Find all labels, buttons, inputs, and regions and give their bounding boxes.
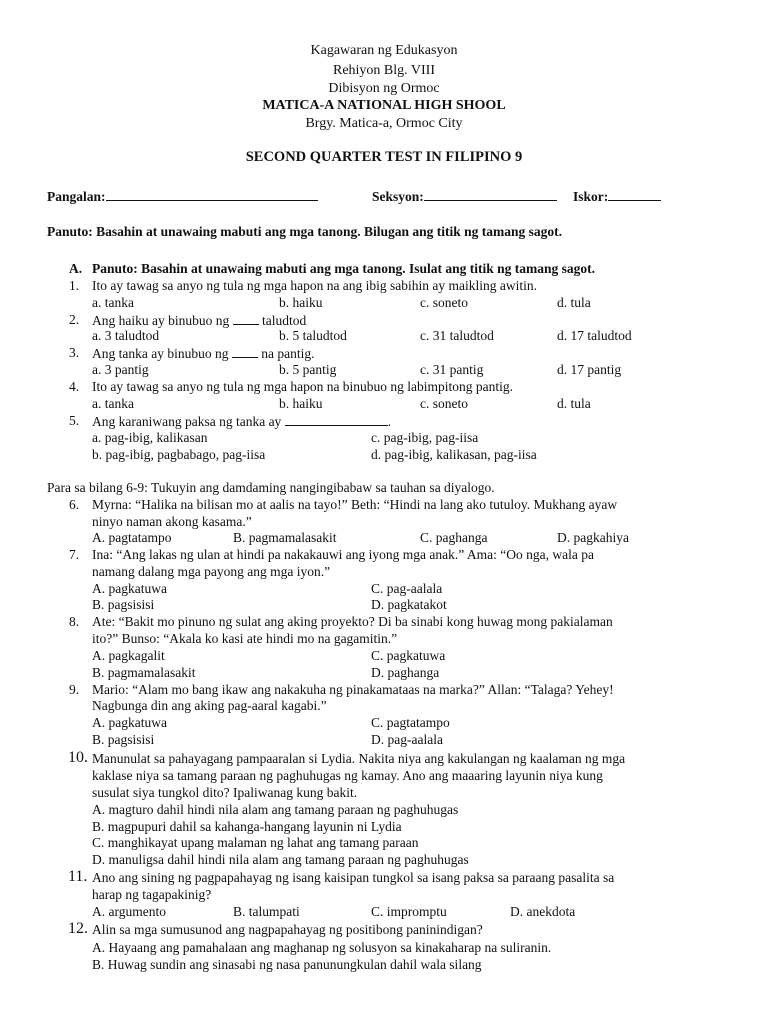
choice-b[interactable]: B. pagsisisi xyxy=(92,597,155,612)
choice-c[interactable]: c. pag-ibig, pag-iisa xyxy=(371,430,479,445)
choice-b[interactable]: B. magpupuri dahil sa kahanga-hangang layunin ni Lydia xyxy=(92,819,402,834)
choice-a[interactable]: a. 3 taludtod xyxy=(92,328,160,343)
choice-a[interactable]: a. tanka xyxy=(92,295,134,310)
choice-c[interactable]: C. impromptu xyxy=(371,904,447,919)
choice-c[interactable]: C. pagkatuwa xyxy=(371,648,446,663)
section-blank[interactable] xyxy=(424,188,557,201)
choice-d[interactable]: D. paghanga xyxy=(371,665,440,680)
score-label: Iskor: xyxy=(573,189,609,204)
choice-c[interactable]: c. soneto xyxy=(420,295,468,310)
choice-d[interactable]: d. tula xyxy=(557,396,591,411)
region-line: Rehiyon Blg. VIII xyxy=(332,63,435,78)
choice-b[interactable]: b. haiku xyxy=(279,396,323,411)
choice-d[interactable]: D. manuligsa dahil hindi nila alam ang tamang paraan ng paghuhugas xyxy=(92,852,469,867)
choice-d[interactable]: D. pag-aalala xyxy=(371,732,443,747)
choice-a[interactable]: A. pagtatampo xyxy=(92,530,172,545)
test-title: SECOND QUARTER TEST IN FILIPINO 9 xyxy=(245,149,523,165)
choice-c[interactable]: C. pagtatampo xyxy=(371,715,450,730)
choice-a[interactable]: A. pagkatuwa xyxy=(92,581,167,596)
section-field xyxy=(372,188,557,205)
choice-d[interactable]: D. pagkatakot xyxy=(371,597,447,612)
choice-a[interactable]: A. pagkatuwa xyxy=(92,715,167,730)
choice-b[interactable]: B. Huwag sundin ang sinasabi ng nasa panunungkulan dahil wala silang xyxy=(92,957,482,972)
choice-b[interactable]: B. pagmamalasakit xyxy=(92,665,196,680)
main-instruction: Panuto: Basahin at unawaing mabuti ang mga tanong. Bilugan ang titik ng tamang sagot. xyxy=(47,224,562,239)
choice-d[interactable]: D. pagkahiya xyxy=(557,530,629,545)
choice-d[interactable]: d. 17 pantig xyxy=(557,362,622,377)
choice-b[interactable]: b. pag-ibig, pagbabago, pag-iisa xyxy=(92,447,266,462)
choice-c[interactable]: C. manghikayat upang malaman ng lahat ang tamang paraan xyxy=(92,835,419,850)
score-field xyxy=(573,188,661,205)
choice-d[interactable]: D. anekdota xyxy=(510,904,576,919)
section-instruction-6-9: Para sa bilang 6-9: Tukuyin ang damdaming nangingibabaw sa tauhan sa diyalogo. xyxy=(47,480,495,495)
choice-c[interactable]: C. pag-aalala xyxy=(371,581,443,596)
choice-b[interactable]: B. pagmamalasakit xyxy=(233,530,337,545)
choice-a[interactable]: a. pag-ibig, kalikasan xyxy=(92,430,208,445)
choice-a[interactable]: A. magturo dahil hindi nila alam ang tamang paraan ng paghuhugas xyxy=(92,802,459,817)
choice-b[interactable]: b. 5 taludtod xyxy=(279,328,347,343)
choice-a[interactable]: A. argumento xyxy=(92,904,166,919)
choice-d[interactable]: d. tula xyxy=(557,295,591,310)
answer-blank[interactable] xyxy=(232,345,258,358)
answer-blank[interactable] xyxy=(285,413,388,426)
choice-c[interactable]: C. paghanga xyxy=(420,530,488,545)
choice-a[interactable]: A. Hayaang ang pamahalaan ang maghanap ng solusyon sa kinakaharap na suliranin. xyxy=(92,940,552,955)
answer-blank[interactable] xyxy=(233,312,259,325)
part-a-instruction: Panuto: Basahin at unawaing mabuti ang mga tanong. Isulat ang titik ng tamang sagot. xyxy=(92,261,595,276)
choice-a[interactable]: a. 3 pantig xyxy=(92,362,149,377)
part-a-label: A. xyxy=(69,261,83,276)
section-label: Seksyon: xyxy=(372,189,424,204)
name-field xyxy=(47,188,318,205)
choice-d[interactable]: d. pag-ibig, kalikasan, pag-iisa xyxy=(371,447,537,462)
name-blank[interactable] xyxy=(106,188,318,201)
score-blank[interactable] xyxy=(608,188,661,201)
choice-b[interactable]: b. haiku xyxy=(279,295,323,310)
exam-page: Kagawaran ng Edukasyon Rehiyon Blg. VIII Dibisyon ng Ormoc MATICA-A NATIONAL HIGH SHOOL Brgy. Matica-a, Ormoc City SECOND QUARTER TEST IN FILIPINO 9 Pangalan: Seksyon: Iskor: Panuto: Basahin at unawaing mabuti ang mga tanong. Bilugan ang titik ng tamang sagot. A. Panuto: Basahin at unawaing mabuti ang mga tanong. Isulat ang titik ng tamang sagot. 1. Ito ay tawag sa anyo ng tula ng mga hapon na ang ibig sabihin ay maikling awitin. a. tanka b. haiku c. soneto d. tula 2. Ang haiku ay binubuo ng taludtod a. 3 taludtod b. 5 taludtod c. 31 taludtod d. 17 taludtod 3. Ang tanka ay binubuo ng na pantig. a. 3 pantig b. 5 pantig c. 31 pantig d. 17 pantig 4. Ito ay tawag sa anyo ng tula ng mga hapon na binubuo ng labimpitong pantig. a. tanka b. haiku c. soneto d. tula 5. Ang karaniwang paksa ng tanka ay . a. pag-ibig, kalikasan c. pag-ibig, pag-iisa b. pag-ibig, pagbabago, pag-iisa d. pag-ibig, kalikasan, pag-iisa Para sa bilang 6-9: Tukuyin ang damdaming nangingibabaw sa tauhan sa diyalogo. 6. Myrna: “Halika na bilisan mo at aalis na tayo!” Beth: “Hindi na lang ako tutuloy. Mukhang ayaw ninyo naman akong kasama.” A. pagtatampo B. pagmamalasakit C. paghanga D. pagkahiya 7. Ina: “Ang lakas ng ulan at hindi pa nakakauwi ang iyong mga anak.” Ama: “Oo nga, wala pa namang dalang mga payong ang mga iyon.” A. pagkatuwa C. pag-aalala B. pagsisisi D. pagkatakot 8. Ate: “Bakit mo pinuno ng sulat ang aking proyekto? Di ba sinabi kong huwag mong pakialaman ito?” Bunso: “Akala ko kasi ate hindi mo na gagamitin.” A. pagkagalit C. pagkatuwa B. pagmamalasakit D. paghanga 9. Mario: “Alam mo bang ikaw ang nakakuha ng pinakamataas na marka?” Allan: “Talaga? Yehey! Nagbunga din ang aking pag-aaral kagabi.” A. pagkatuwa C. pagtatampo B. pagsisisi D. pag-aalala 10. Manunulat sa pahayagang pampaaralan si Lydia. Nakita niya ang kakulangan ng kaalaman ng mga kaklase niya sa tamang paraan ng paghuhugas ng kamay. Ano ang maaaring layunin niya kung susulat siya tungkol dito? Ipaliwanag kung bakit. A. magturo dahil hindi nila alam ang tamang paraan ng paghuhugas B. magpupuri dahil sa kahanga-hangang layunin ni Lydia C. manghikayat upang malaman ng lahat ang tamang paraan D. manuligsa dahil hindi nila alam ang tamang paraan ng paghuhugas 11. Ano ang sining ng pagpapahayag ng isang kaisipan tungkol sa isang paksa sa paraang pasalita sa harap ng tagapakinig? A. argumento B. talumpati C. impromptu D. anekdota 12. Alin sa mga sumusunod ang nagpapahayag ng positibong paninindigan? A. Hayaang ang pamahalaan ang maghanap ng solusyon sa kinakaharap na suliranin. B. Huwag sundin ang sinasabi ng nasa panunungkulan dahil wala silang xyxy=(0,0,768,1024)
school-address: Brgy. Matica-a, Ormoc City xyxy=(305,116,463,131)
choice-b[interactable]: B. pagsisisi xyxy=(92,732,155,747)
choice-c[interactable]: c. 31 pantig xyxy=(420,362,484,377)
choice-b[interactable]: b. 5 pantig xyxy=(279,362,337,377)
choice-c[interactable]: c. 31 taludtod xyxy=(420,328,494,343)
choice-d[interactable]: d. 17 taludtod xyxy=(557,328,632,343)
division-line: Dibisyon ng Ormoc xyxy=(328,81,440,96)
department-line: Kagawaran ng Edukasyon xyxy=(310,43,458,58)
name-label: Pangalan: xyxy=(47,189,106,204)
choice-c[interactable]: c. soneto xyxy=(420,396,468,411)
choice-b[interactable]: B. talumpati xyxy=(233,904,300,919)
choice-a[interactable]: a. tanka xyxy=(92,396,134,411)
school-name: MATICA-A NATIONAL HIGH SHOOL xyxy=(262,98,506,113)
choice-a[interactable]: A. pagkagalit xyxy=(92,648,165,663)
